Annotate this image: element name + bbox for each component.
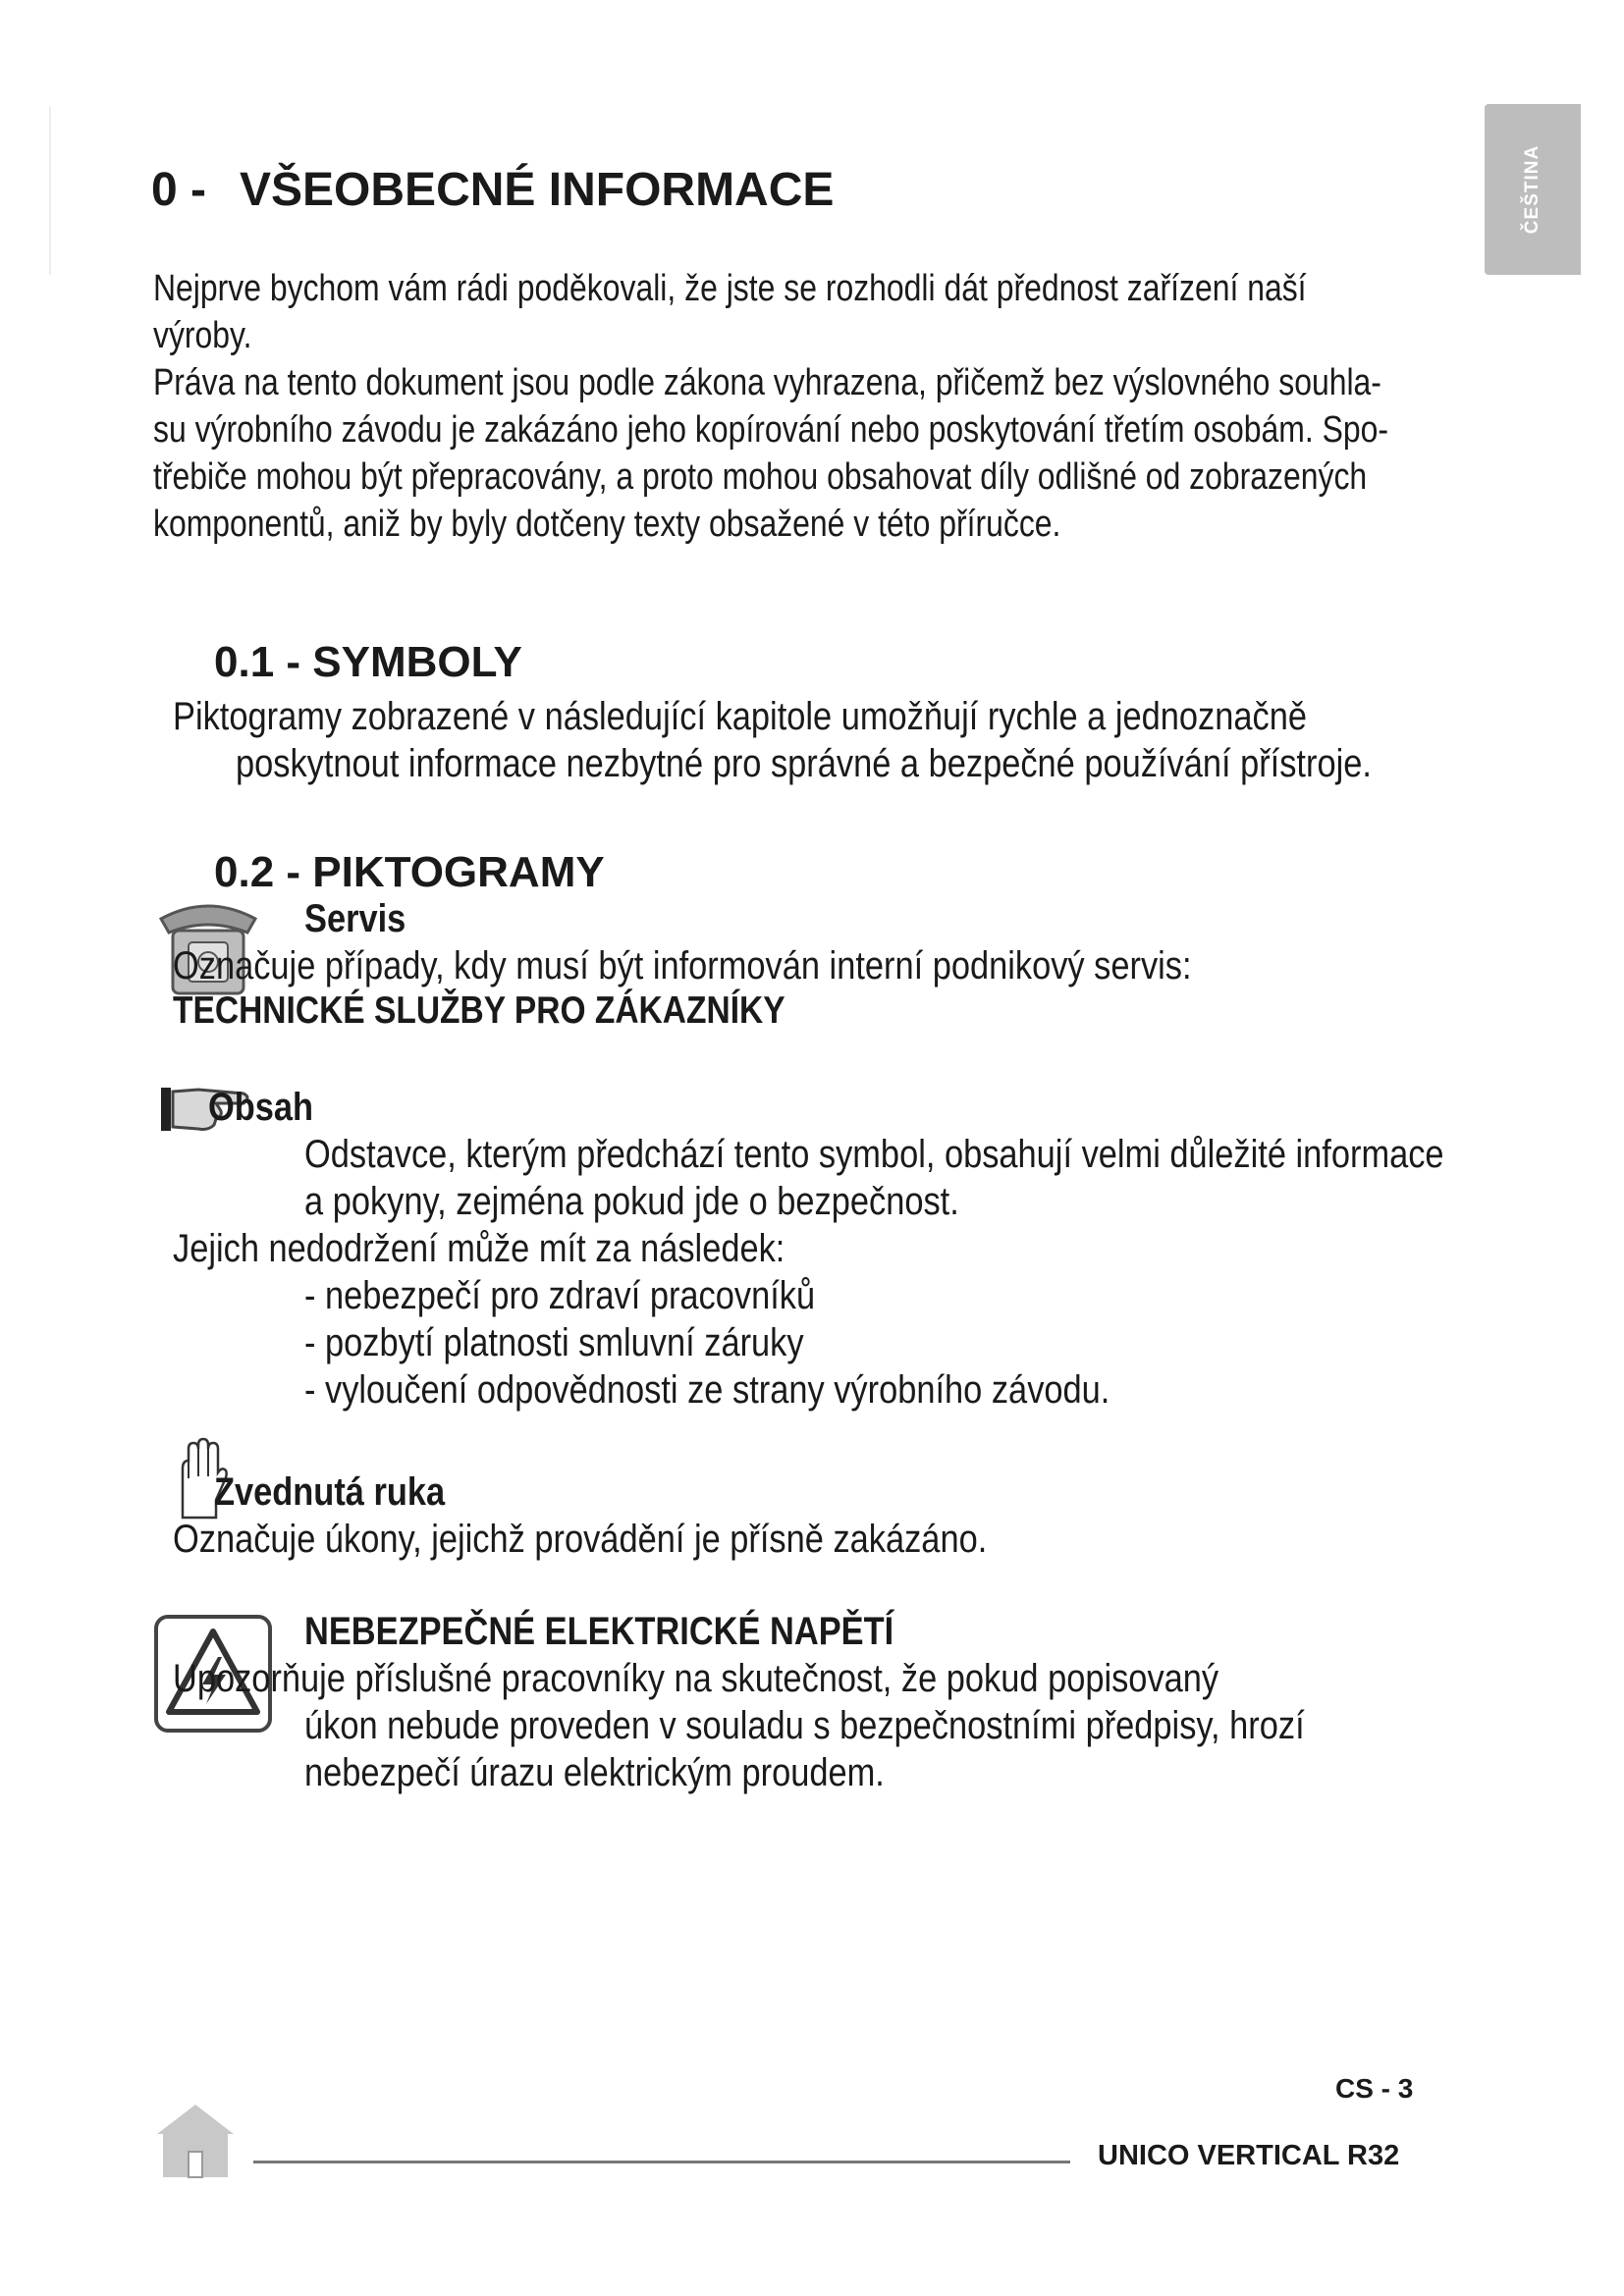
home-icon[interactable] bbox=[153, 2101, 238, 2179]
model-name: UNICO VERTICAL R32 bbox=[1098, 2140, 1400, 2171]
obsah-bullet: - pozbytí platnosti smluvní záruky bbox=[304, 1321, 804, 1364]
intro-line: komponentů, aniž by byly dotčeny texty obsažené v této příručce. bbox=[153, 504, 1061, 545]
intro-paragraph bbox=[153, 265, 1388, 548]
footer-divider bbox=[253, 2161, 1070, 2163]
intro-line: výroby. bbox=[153, 315, 252, 356]
obsah-bullet: - vyloučení odpovědnosti ze strany výrobního závodu. bbox=[304, 1368, 1110, 1412]
servis-title: Servis bbox=[304, 897, 406, 940]
servis-text-bold: TECHNICKÉ SLUŽBY PRO ZÁKAZNÍKY bbox=[173, 989, 785, 1032]
ruka-title: Zvednutá ruka bbox=[214, 1470, 446, 1514]
symbols-heading: 0.1 - SYMBOLY bbox=[214, 638, 522, 686]
symbols-text-line: poskytnout informace nezbytné pro správné a bezpečné používání přístroje. bbox=[236, 742, 1372, 785]
section-title bbox=[151, 163, 834, 217]
obsah-title: Obsah bbox=[208, 1086, 314, 1129]
section-number: 0 - bbox=[151, 164, 207, 216]
servis-text: Označuje případy, kdy musí být informován interní podnikový servis: bbox=[173, 944, 1192, 988]
page-edge-line bbox=[49, 106, 51, 275]
obsah-text: a pokyny, zejména pokud jde o bezpečnost. bbox=[304, 1180, 959, 1223]
pictograms-heading: 0.2 - PIKTOGRAMY bbox=[214, 848, 605, 896]
intro-line: Nejprve bychom vám rádi poděkovali, že jste se rozhodli dát přednost zařízení naší bbox=[153, 268, 1307, 309]
napeti-text: Upozorňuje příslušné pracovníky na skutečnost, že pokud popisovaný bbox=[173, 1657, 1219, 1700]
language-tab-label: ČEŠTINA bbox=[1522, 144, 1543, 235]
obsah-text: Jejich nedodržení může mít za následek: bbox=[173, 1227, 785, 1270]
obsah-bullet: - nebezpečí pro zdraví pracovníků bbox=[304, 1274, 816, 1317]
obsah-text: Odstavce, kterým předchází tento symbol, obsahují velmi důležité informace bbox=[304, 1133, 1444, 1176]
symbols-text-line: Piktogramy zobrazené v následující kapitole umožňují rychle a jednoznačně bbox=[173, 695, 1307, 738]
language-tab[interactable] bbox=[1485, 104, 1581, 275]
intro-line: su výrobního závodu je zakázáno jeho kopírování nebo poskytování třetím osobám. Spo- bbox=[153, 409, 1389, 451]
page-number: CS - 3 bbox=[1335, 2073, 1414, 2104]
napeti-text: úkon nebude proveden v souladu s bezpečnostními předpisy, hrozí bbox=[304, 1704, 1305, 1747]
intro-line: Práva na tento dokument jsou podle zákona vyhrazena, přičemž bez výslovného souhla- bbox=[153, 362, 1381, 403]
napeti-title: NEBEZPEČNÉ ELEKTRICKÉ NAPĚTÍ bbox=[304, 1610, 894, 1653]
napeti-text: nebezpečí úrazu elektrickým proudem. bbox=[304, 1751, 885, 1794]
section-title-text: VŠEOBECNÉ INFORMACE bbox=[240, 164, 835, 216]
ruka-text: Označuje úkony, jejichž provádění je přísně zakázáno. bbox=[173, 1518, 988, 1561]
intro-line: třebiče mohou být přepracovány, a proto mohou obsahovat díly odlišné od zobrazených bbox=[153, 456, 1368, 498]
